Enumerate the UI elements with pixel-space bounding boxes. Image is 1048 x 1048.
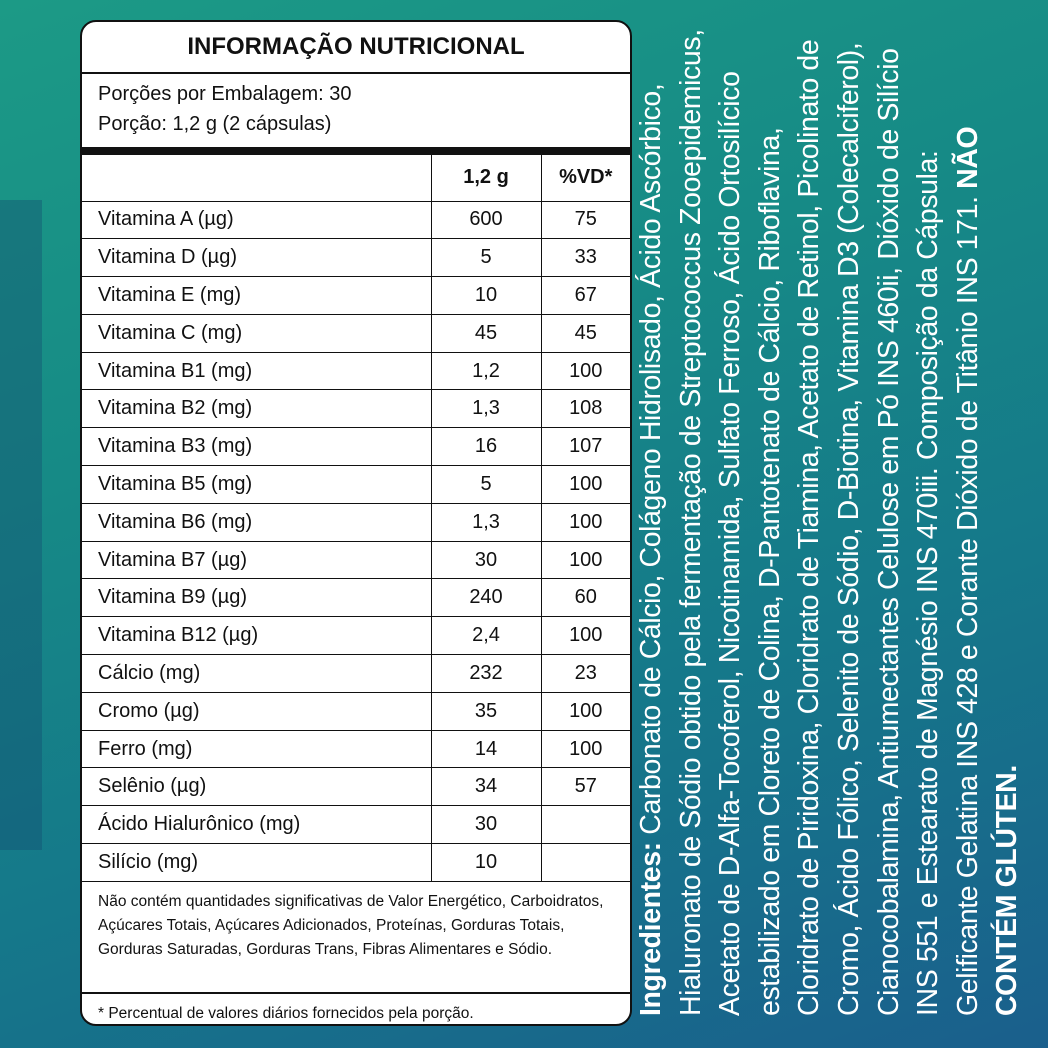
nutrient-vd: 57 xyxy=(541,768,630,806)
nutrient-amount: 240 xyxy=(431,579,541,617)
nutrient-vd: 100 xyxy=(541,352,630,390)
nutrient-name: Vitamina E (mg) xyxy=(82,277,431,315)
nutrient-name: Ferro (mg) xyxy=(82,730,431,768)
nutrient-vd: 100 xyxy=(541,541,630,579)
nutrient-name: Vitamina B1 (mg) xyxy=(82,352,431,390)
nutrient-amount: 1,2 xyxy=(431,352,541,390)
nutrient-amount: 30 xyxy=(431,541,541,579)
table-row xyxy=(82,466,630,504)
nutrient-name: Selênio (µg) xyxy=(82,768,431,806)
nutrient-amount: 35 xyxy=(431,692,541,730)
nutrient-name: Vitamina B12 (µg) xyxy=(82,617,431,655)
nutrient-vd: 100 xyxy=(541,466,630,504)
nutrient-amount: 30 xyxy=(431,806,541,844)
nutrient-vd: 23 xyxy=(541,655,630,693)
nutrient-name: Vitamina B3 (mg) xyxy=(82,428,431,466)
header-amount: 1,2 g xyxy=(431,155,541,201)
table-row xyxy=(82,655,630,693)
table-row xyxy=(82,352,630,390)
nutrient-amount: 16 xyxy=(431,428,541,466)
gluten-warning: NÃO CONTÉM GLÚTEN. xyxy=(951,126,1024,1016)
nutrient-name: Vitamina B7 (µg) xyxy=(82,541,431,579)
nutrient-name: Vitamina B2 (mg) xyxy=(82,390,431,428)
nutrient-name: Vitamina B6 (mg) xyxy=(82,503,431,541)
thick-divider xyxy=(82,147,630,155)
table-row xyxy=(82,806,630,844)
nutrient-vd: 100 xyxy=(541,730,630,768)
table-row xyxy=(82,579,630,617)
nutrient-name: Ácido Hialurônico (mg) xyxy=(82,806,431,844)
servings-per-package: Porções por Embalagem: 30 xyxy=(98,83,352,105)
ingredients-block xyxy=(632,26,1042,1026)
nutrient-amount: 5 xyxy=(431,239,541,277)
nutrient-vd: 60 xyxy=(541,579,630,617)
not-significant-note: Não contém quantidades significativas de Valor Energético, Carboidratos, Açúcares Totais, Açúcares Adicionados, Proteínas, Gorduras Totais, Gorduras Saturadas, Gorduras Trans, Fibras Alimentares e Sódio. xyxy=(82,882,630,994)
nutrient-name: Silício (mg) xyxy=(82,844,431,882)
nutrient-amount: 34 xyxy=(431,768,541,806)
nutrient-name: Vitamina C (mg) xyxy=(82,314,431,352)
table-row xyxy=(82,844,630,882)
table-row xyxy=(82,692,630,730)
ingredients-text: Carbonato de Cálcio, Colágeno Hidrolisado, Ácido Ascórbico, Hialuronato de Sódio obtido pela fermentação de Streptococcus Zooepidemicus, Acetato de D-Alfa-Tocoferol, Nicotinamida, Sulfato Ferroso, Ácido Ortosilícico estabilizado em Cloreto de Colina, D-Pantotenato de Cálcio, Riboflavina, Cloridrato de Piridoxina, Cloridrato de Tiamina, Acetato de Retinol, Picolinato de Cromo, Ácido Fólico, Selenito de Sódio, D-Biotina, Vitamina D3 (Colecalciferol), Cianocobalamina, Antiumectantes Celulose em Pó INS 460ii, Dióxido de Silício INS 551 e Estearato de Magnésio INS 470iii. Composição da Cápsula: Gelificante Gelatina INS 428 e Corante Dióxido de Titânio INS 171. xyxy=(635,29,984,1016)
nutrient-name: Cromo (µg) xyxy=(82,692,431,730)
nutrient-vd: 107 xyxy=(541,428,630,466)
background-decor xyxy=(0,200,42,850)
table-row xyxy=(82,541,630,579)
nutrient-amount: 10 xyxy=(431,844,541,882)
serving-info xyxy=(82,74,630,147)
table-row xyxy=(82,239,630,277)
nutrition-facts-panel xyxy=(80,20,632,1026)
nutrient-amount: 2,4 xyxy=(431,617,541,655)
nutrient-amount: 5 xyxy=(431,466,541,504)
nutrient-vd: 75 xyxy=(541,201,630,239)
table-row xyxy=(82,768,630,806)
table-row xyxy=(82,503,630,541)
nutrient-amount: 1,3 xyxy=(431,503,541,541)
nutrient-amount: 232 xyxy=(431,655,541,693)
ingredients-label: Ingredientes: xyxy=(635,842,667,1016)
table-row xyxy=(82,201,630,239)
table-row xyxy=(82,390,630,428)
table-header-row xyxy=(82,155,630,201)
nutrient-amount: 10 xyxy=(431,277,541,315)
table-row xyxy=(82,277,630,315)
nutrient-vd: 108 xyxy=(541,390,630,428)
nutrient-vd: 100 xyxy=(541,503,630,541)
nutrition-table xyxy=(82,155,630,882)
nutrient-vd: 33 xyxy=(541,239,630,277)
nutrient-vd xyxy=(541,844,630,882)
nutrient-name: Vitamina B5 (mg) xyxy=(82,466,431,504)
nutrient-name: Vitamina B9 (µg) xyxy=(82,579,431,617)
nutrient-vd xyxy=(541,806,630,844)
nutrient-vd: 100 xyxy=(541,692,630,730)
nutrient-amount: 45 xyxy=(431,314,541,352)
nutrient-amount: 600 xyxy=(431,201,541,239)
header-nutrient xyxy=(82,155,431,201)
nutrient-vd: 100 xyxy=(541,617,630,655)
table-row xyxy=(82,617,630,655)
panel-title: INFORMAÇÃO NUTRICIONAL xyxy=(82,22,630,74)
serving-size: Porção: 1,2 g (2 cápsulas) xyxy=(98,113,332,135)
nutrient-amount: 1,3 xyxy=(431,390,541,428)
nutrient-name: Vitamina D (µg) xyxy=(82,239,431,277)
header-vd: %VD* xyxy=(541,155,630,201)
nutrient-name: Vitamina A (µg) xyxy=(82,201,431,239)
vd-footnote: * Percentual de valores diários fornecidos pela porção. xyxy=(98,1004,474,1022)
table-row xyxy=(82,428,630,466)
nutrient-name: Cálcio (mg) xyxy=(82,655,431,693)
table-row xyxy=(82,314,630,352)
nutrient-vd: 67 xyxy=(541,277,630,315)
table-row xyxy=(82,730,630,768)
nutrient-amount: 14 xyxy=(431,730,541,768)
nutrient-vd: 45 xyxy=(541,314,630,352)
